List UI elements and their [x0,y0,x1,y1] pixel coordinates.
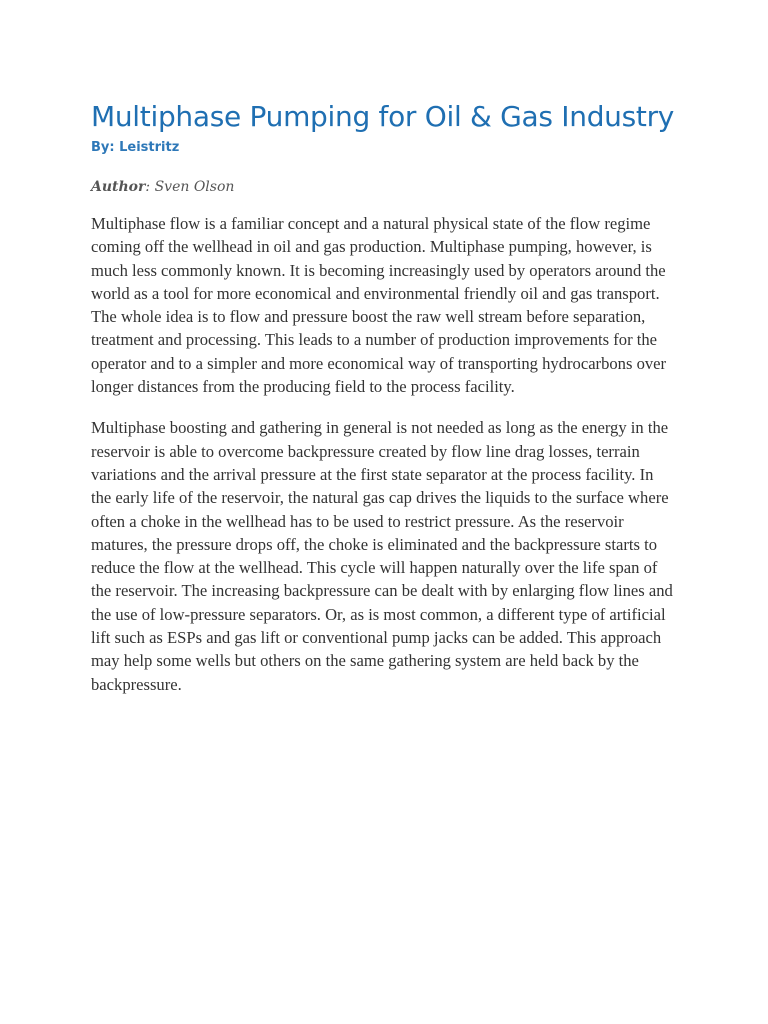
body-paragraph-2: Multiphase boosting and gathering in general is not needed as long as the energy in the reservoir is able to overcome backpressure created by flow line drag losses, terrain variations and the arrival pressure at the first state separator at the process facility. In the early life of the reservoir, the natural gas cap drives the liquids to the surface where often a choke in the wellhead has to be used to restrict pressure. As the reservoir matures, the pressure drops off, the choke is eliminated and the backpressure starts to reduce the flow at the wellhead. This cycle will happen naturally over the life span of the reservoir. The increasing backpressure can be dealt with by enlarging flow lines and the use of low-pressure separators. Or, as is most common, a different type of artificial lift such as ESPs and gas lift or conventional pump jacks can be added. This approach may help some wells but others on the same gathering system are held back by the backpressure. [91,418,673,694]
document-page [91,96,677,696]
byline: By: Leistritz [91,140,180,155]
author-label: Author [91,179,146,195]
author-name: : Sven Olson [145,179,235,195]
body-paragraph-1: Multiphase flow is a familiar concept and a natural physical state of the flow regime coming off the wellhead in oil and gas production. Multiphase pumping, however, is much less commonly known. It is becoming increasingly used by operators around the world as a tool for more economical and environmental friendly oil and gas transport. The whole idea is to flow and pressure boost the raw well stream before separation, treatment and processing. This leads to a number of production improvements for the operator and to a simpler and more economical way of transporting hydrocarbons over longer distances from the producing field to the process facility. [91,214,667,397]
document-title: Multiphase Pumping for Oil & Gas Industry [91,100,675,133]
author-line [91,177,677,197]
